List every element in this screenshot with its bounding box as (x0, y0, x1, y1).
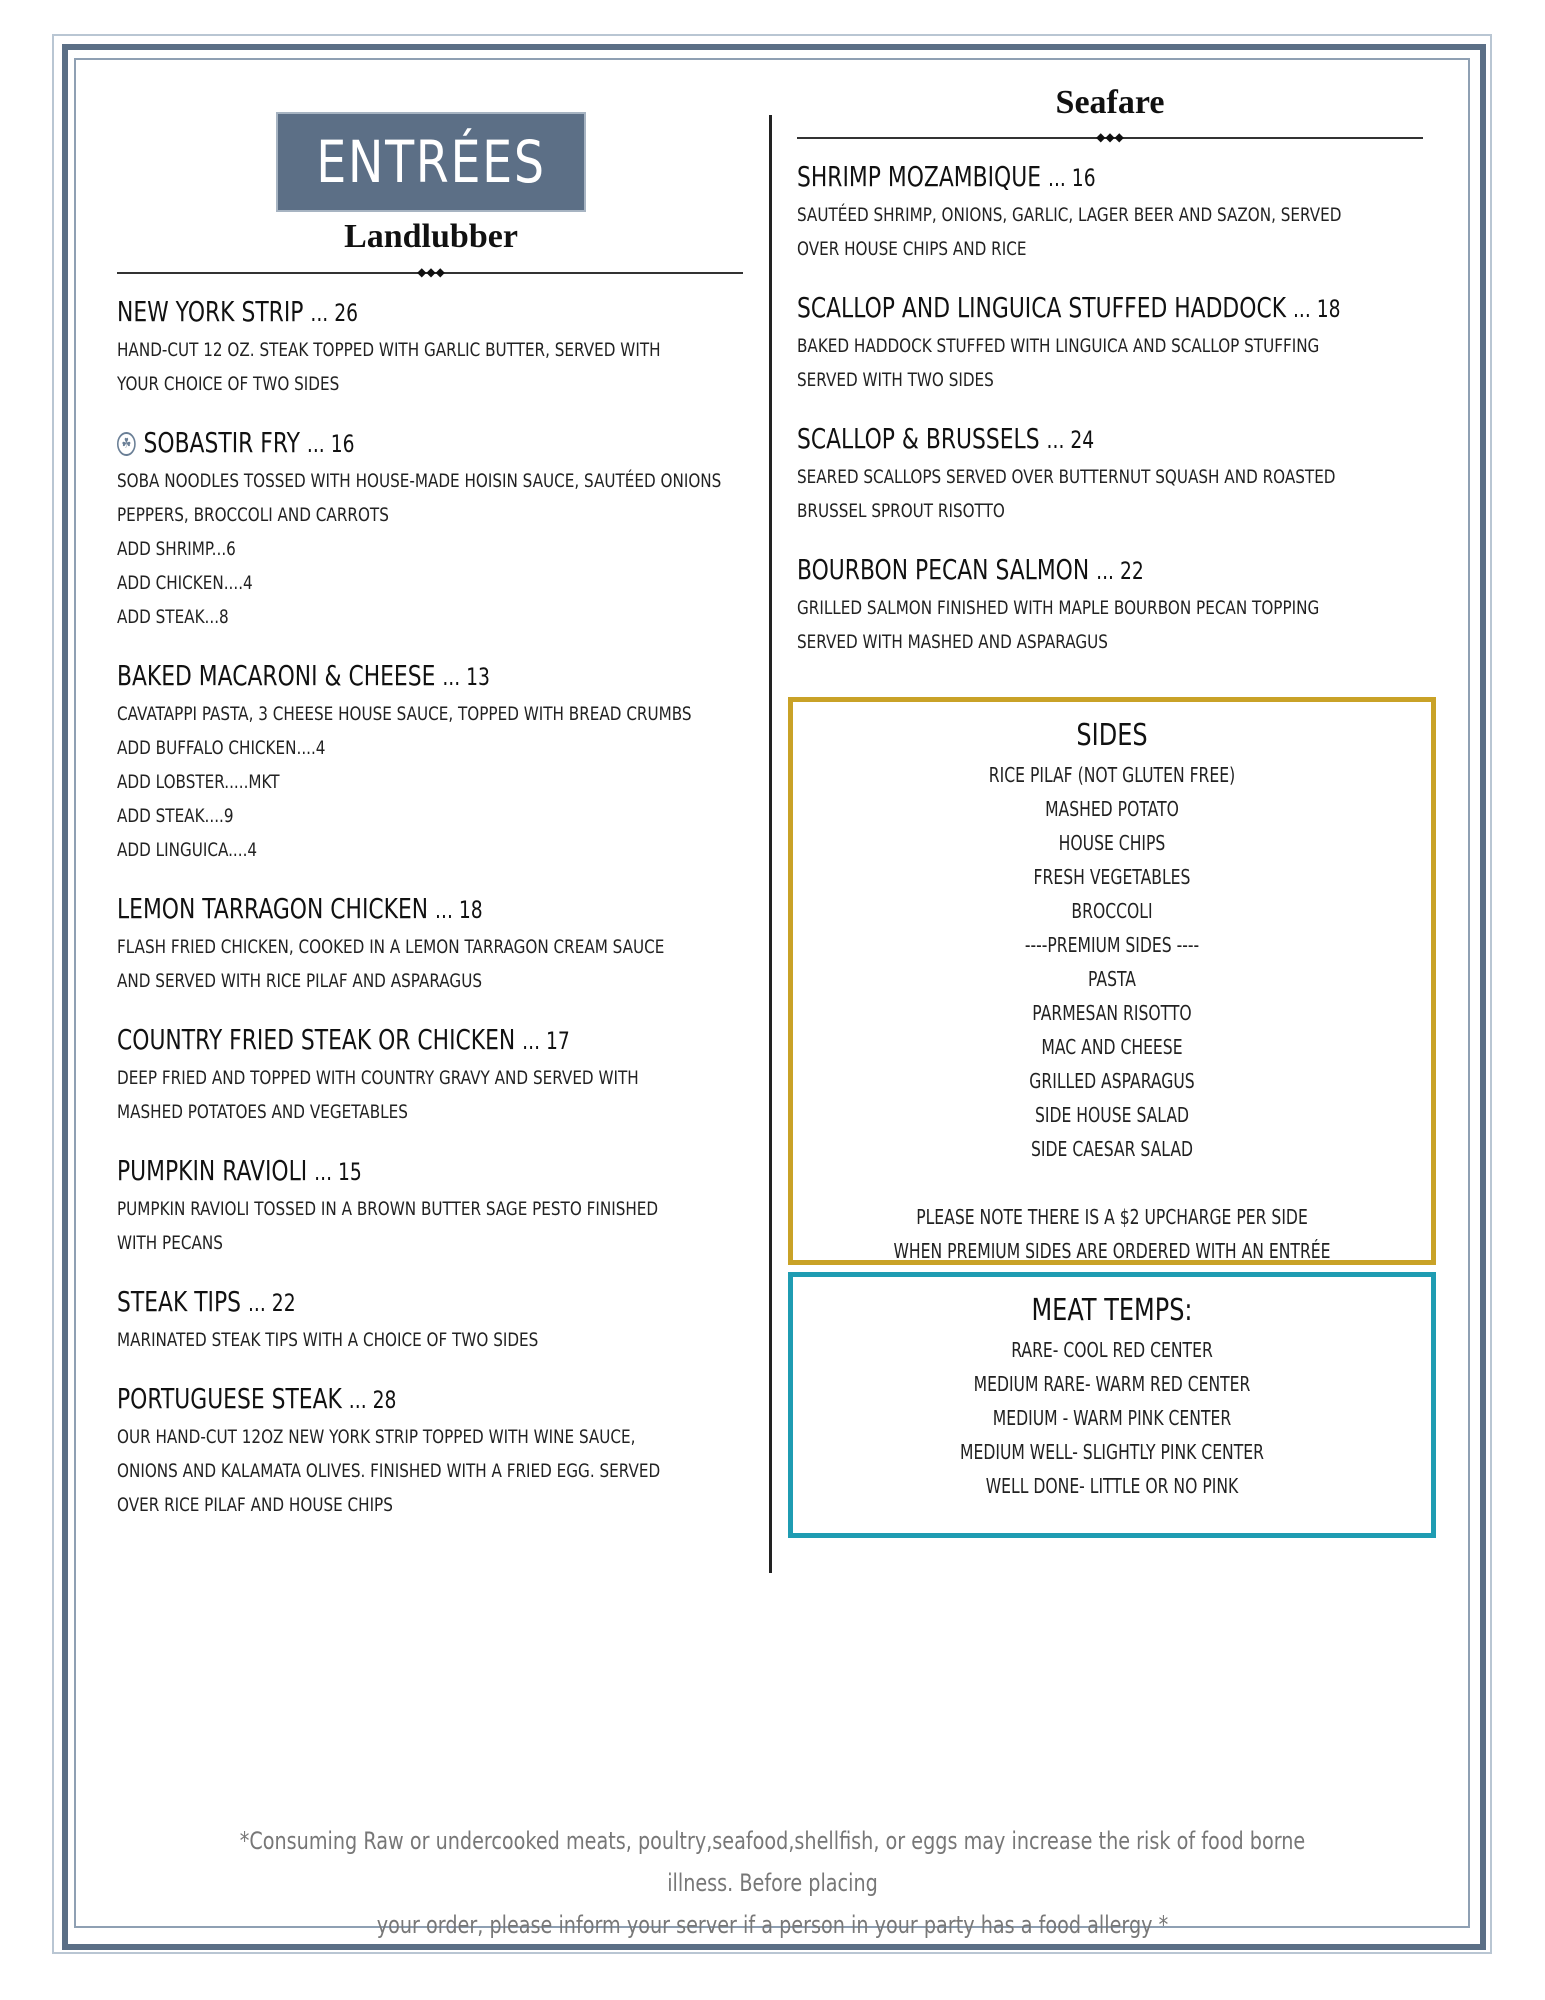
menu-item-description: SERVED WITH MASHED AND ASPARAGUS (797, 631, 1108, 653)
menu-item-description: SEARED SCALLOPS SERVED OVER BUTTERNUT SQUASH AND ROASTED (797, 466, 1336, 488)
menu-item-description: SOBA NOODLES TOSSED WITH HOUSE-MADE HOISIN SAUCE, SAUTÉED ONIONS (117, 470, 722, 492)
menu-item-title (797, 157, 1096, 198)
menu-item-description: ADD SHRIMP...6 (117, 538, 236, 560)
seafare-list (797, 157, 1437, 681)
menu-item-description: OVER HOUSE CHIPS AND RICE (797, 238, 1027, 260)
side-item: PARMESAN RISOTTO (1032, 1001, 1192, 1025)
menu-item-price: ... 15 (314, 1158, 362, 1186)
menu-item-description: ONIONS AND KALAMATA OLIVES. FINISHED WITH A FRIED EGG. SERVED (117, 1460, 661, 1482)
menu-item-title (117, 656, 490, 697)
entrees-title-box (276, 112, 586, 212)
menu-item (117, 292, 757, 401)
side-item: FRESH VEGETABLES (1033, 865, 1191, 889)
menu-item (117, 1151, 757, 1260)
menu-item-title (117, 423, 355, 464)
menu-item-price: ... 22 (247, 1289, 296, 1317)
menu-item (797, 419, 1437, 528)
page-title: ENTRÉES (316, 128, 546, 196)
menu-item-price: ... 28 (348, 1386, 397, 1414)
menu-item-description: BAKED HADDOCK STUFFED WITH LINGUICA AND SCALLOP STUFFING (797, 335, 1320, 357)
side-item: BROCCOLI (1071, 899, 1153, 923)
seafare-heading: Seafare (1055, 84, 1165, 121)
meat-temps-list (793, 1333, 1431, 1503)
menu-item-name: PORTUGUESE STEAK (117, 1382, 342, 1415)
sides-list (793, 758, 1431, 1268)
menu-item-name: SCALLOP AND LINGUICA STUFFED HADDOCK (797, 291, 1287, 324)
disclaimer-line: your order, please inform your server if a person in your party has a food allergy * (376, 1911, 1169, 1939)
menu-item-title (117, 1282, 296, 1323)
menu-item-description: MARINATED STEAK TIPS WITH A CHOICE OF TWO SIDES (117, 1329, 539, 1351)
menu-item-name: LEMON TARRAGON CHICKEN (117, 892, 429, 925)
side-item: RICE PILAF (NOT GLUTEN FREE) (988, 763, 1236, 787)
allergy-disclaimer (235, 1820, 1311, 1946)
meat-temp-item: WELL DONE- LITTLE OR NO PINK (985, 1474, 1239, 1498)
menu-item-price: ... 17 (522, 1027, 570, 1055)
menu-item-title (117, 1151, 362, 1192)
landlubber-list (117, 292, 757, 1544)
menu-item-description: GRILLED SALMON FINISHED WITH MAPLE BOURBON PECAN TOPPING (797, 597, 1320, 619)
menu-item-name: SHRIMP MOZAMBIQUE (797, 160, 1042, 193)
menu-item-description: BRUSSEL SPROUT RISOTTO (797, 500, 1005, 522)
side-item: WHEN PREMIUM SIDES ARE ORDERED WITH AN ENTRÉE (893, 1239, 1331, 1263)
menu-item (797, 550, 1437, 659)
menu-item-title (797, 550, 1144, 591)
disclaimer-line: *Consuming Raw or undercooked meats, poultry,seafood,shellfish, or eggs may increase the risk of food borne illness. Before placing (239, 1827, 1306, 1897)
meat-temps-title: MEAT TEMPS: (1031, 1293, 1193, 1328)
menu-item-description: ADD STEAK....9 (117, 805, 234, 827)
menu-item-price: ... 16 (1047, 164, 1096, 192)
menu-item-name: SOBASTIR FRY (143, 426, 300, 459)
side-item: SIDE CAESAR SALAD (1030, 1137, 1194, 1161)
menu-item-description: ADD LOBSTER.....MKT (117, 771, 280, 793)
side-item: GRILLED ASPARAGUS (1029, 1069, 1195, 1093)
menu-item-name: COUNTRY FRIED STEAK OR CHICKEN (117, 1023, 516, 1056)
menu-item-name: BAKED MACARONI & CHEESE (117, 659, 436, 692)
side-item: SIDE HOUSE SALAD (1034, 1103, 1190, 1127)
menu-item-description: ADD BUFFALO CHICKEN....4 (117, 737, 326, 759)
sides-box (788, 697, 1436, 1265)
menu-item-price: ... 18 (1292, 295, 1341, 323)
menu-item (117, 656, 757, 867)
menu-item-description: OVER RICE PILAF AND HOUSE CHIPS (117, 1494, 393, 1516)
menu-item (797, 288, 1437, 397)
menu-item-description: ADD LINGUICA....4 (117, 839, 258, 861)
menu-item-description: FLASH FRIED CHICKEN, COOKED IN A LEMON TARRAGON CREAM SAUCE (117, 936, 665, 958)
menu-item (117, 1282, 757, 1357)
menu-item-description: YOUR CHOICE OF TWO SIDES (117, 373, 340, 395)
menu-item-description: AND SERVED WITH RICE PILAF AND ASPARAGUS (117, 970, 482, 992)
menu-item (117, 1379, 757, 1522)
meat-temp-item: MEDIUM RARE- WARM RED CENTER (973, 1372, 1251, 1396)
side-item: PASTA (1088, 967, 1136, 991)
side-item (863, 1166, 1361, 1200)
diamond-ornament-icon: ◆◆◆ (417, 265, 445, 279)
menu-item-name: NEW YORK STRIP (117, 295, 304, 328)
menu-item-name: BOURBON PECAN SALMON (797, 553, 1090, 586)
menu-item (117, 889, 757, 998)
sides-title: SIDES (1076, 718, 1148, 753)
side-item: PLEASE NOTE THERE IS A $2 UPCHARGE PER SIDE (916, 1205, 1308, 1229)
menu-item-description: WITH PECANS (117, 1232, 223, 1254)
menu-item-description: PUMPKIN RAVIOLI TOSSED IN A BROWN BUTTER SAGE PESTO FINISHED (117, 1198, 659, 1220)
side-item: MASHED POTATO (1045, 797, 1179, 821)
menu-item-description: CAVATAPPI PASTA, 3 CHEESE HOUSE SAUCE, TOPPED WITH BREAD CRUMBS (117, 703, 692, 725)
menu-item-title (117, 1379, 396, 1420)
menu-item-price: ... 13 (442, 663, 490, 691)
menu-item-description: HAND-CUT 12 OZ. STEAK TOPPED WITH GARLIC BUTTER, SERVED WITH (117, 339, 661, 361)
menu-item-description: OUR HAND-CUT 12OZ NEW YORK STRIP TOPPED WITH WINE SAUCE, (117, 1426, 636, 1448)
menu-item-description: SAUTÉED SHRIMP, ONIONS, GARLIC, LAGER BEER AND SAZON, SERVED (797, 204, 1342, 226)
menu-item-name: PUMPKIN RAVIOLI (117, 1154, 308, 1187)
menu-item (117, 423, 757, 634)
menu-item-price: ... 22 (1096, 557, 1144, 585)
menu-item-title (117, 292, 358, 333)
leaf-icon: ☘ (117, 432, 136, 456)
meat-temp-item: MEDIUM - WARM PINK CENTER (992, 1406, 1232, 1430)
meat-temp-item: RARE- COOL RED CENTER (1011, 1338, 1213, 1362)
menu-item (117, 1020, 757, 1129)
menu-item-description: ADD STEAK...8 (117, 606, 229, 628)
menu-item-description: ADD CHICKEN....4 (117, 572, 253, 594)
column-divider (769, 115, 772, 1573)
side-item: ----PREMIUM SIDES ---- (1024, 933, 1200, 957)
menu-item-price: ... 18 (435, 896, 483, 924)
menu-item-description: MASHED POTATOES AND VEGETABLES (117, 1101, 408, 1123)
diamond-ornament-icon: ◆◆◆ (1096, 130, 1124, 144)
menu-item-description: PEPPERS, BROCCOLI AND CARROTS (117, 504, 389, 526)
menu-item-title (117, 1020, 570, 1061)
menu-item-title (117, 889, 483, 930)
menu-item-price: ... 24 (1046, 426, 1095, 454)
menu-item-name: STEAK TIPS (117, 1285, 242, 1318)
menu-item (797, 157, 1437, 266)
side-item: MAC AND CHEESE (1041, 1035, 1183, 1059)
landlubber-heading: Landlubber (344, 218, 518, 255)
menu-item-description: DEEP FRIED AND TOPPED WITH COUNTRY GRAVY AND SERVED WITH (117, 1067, 639, 1089)
menu-item-title (797, 419, 1094, 460)
menu-item-name: SCALLOP & BRUSSELS (797, 422, 1040, 455)
meat-temp-item: MEDIUM WELL- SLIGHTLY PINK CENTER (960, 1440, 1264, 1464)
meat-temps-box (788, 1272, 1436, 1538)
side-item: HOUSE CHIPS (1058, 831, 1166, 855)
menu-item-price: ... 16 (306, 430, 355, 458)
menu-item-title (797, 288, 1341, 329)
menu-item-description: SERVED WITH TWO SIDES (797, 369, 994, 391)
menu-item-price: ... 26 (310, 299, 359, 327)
